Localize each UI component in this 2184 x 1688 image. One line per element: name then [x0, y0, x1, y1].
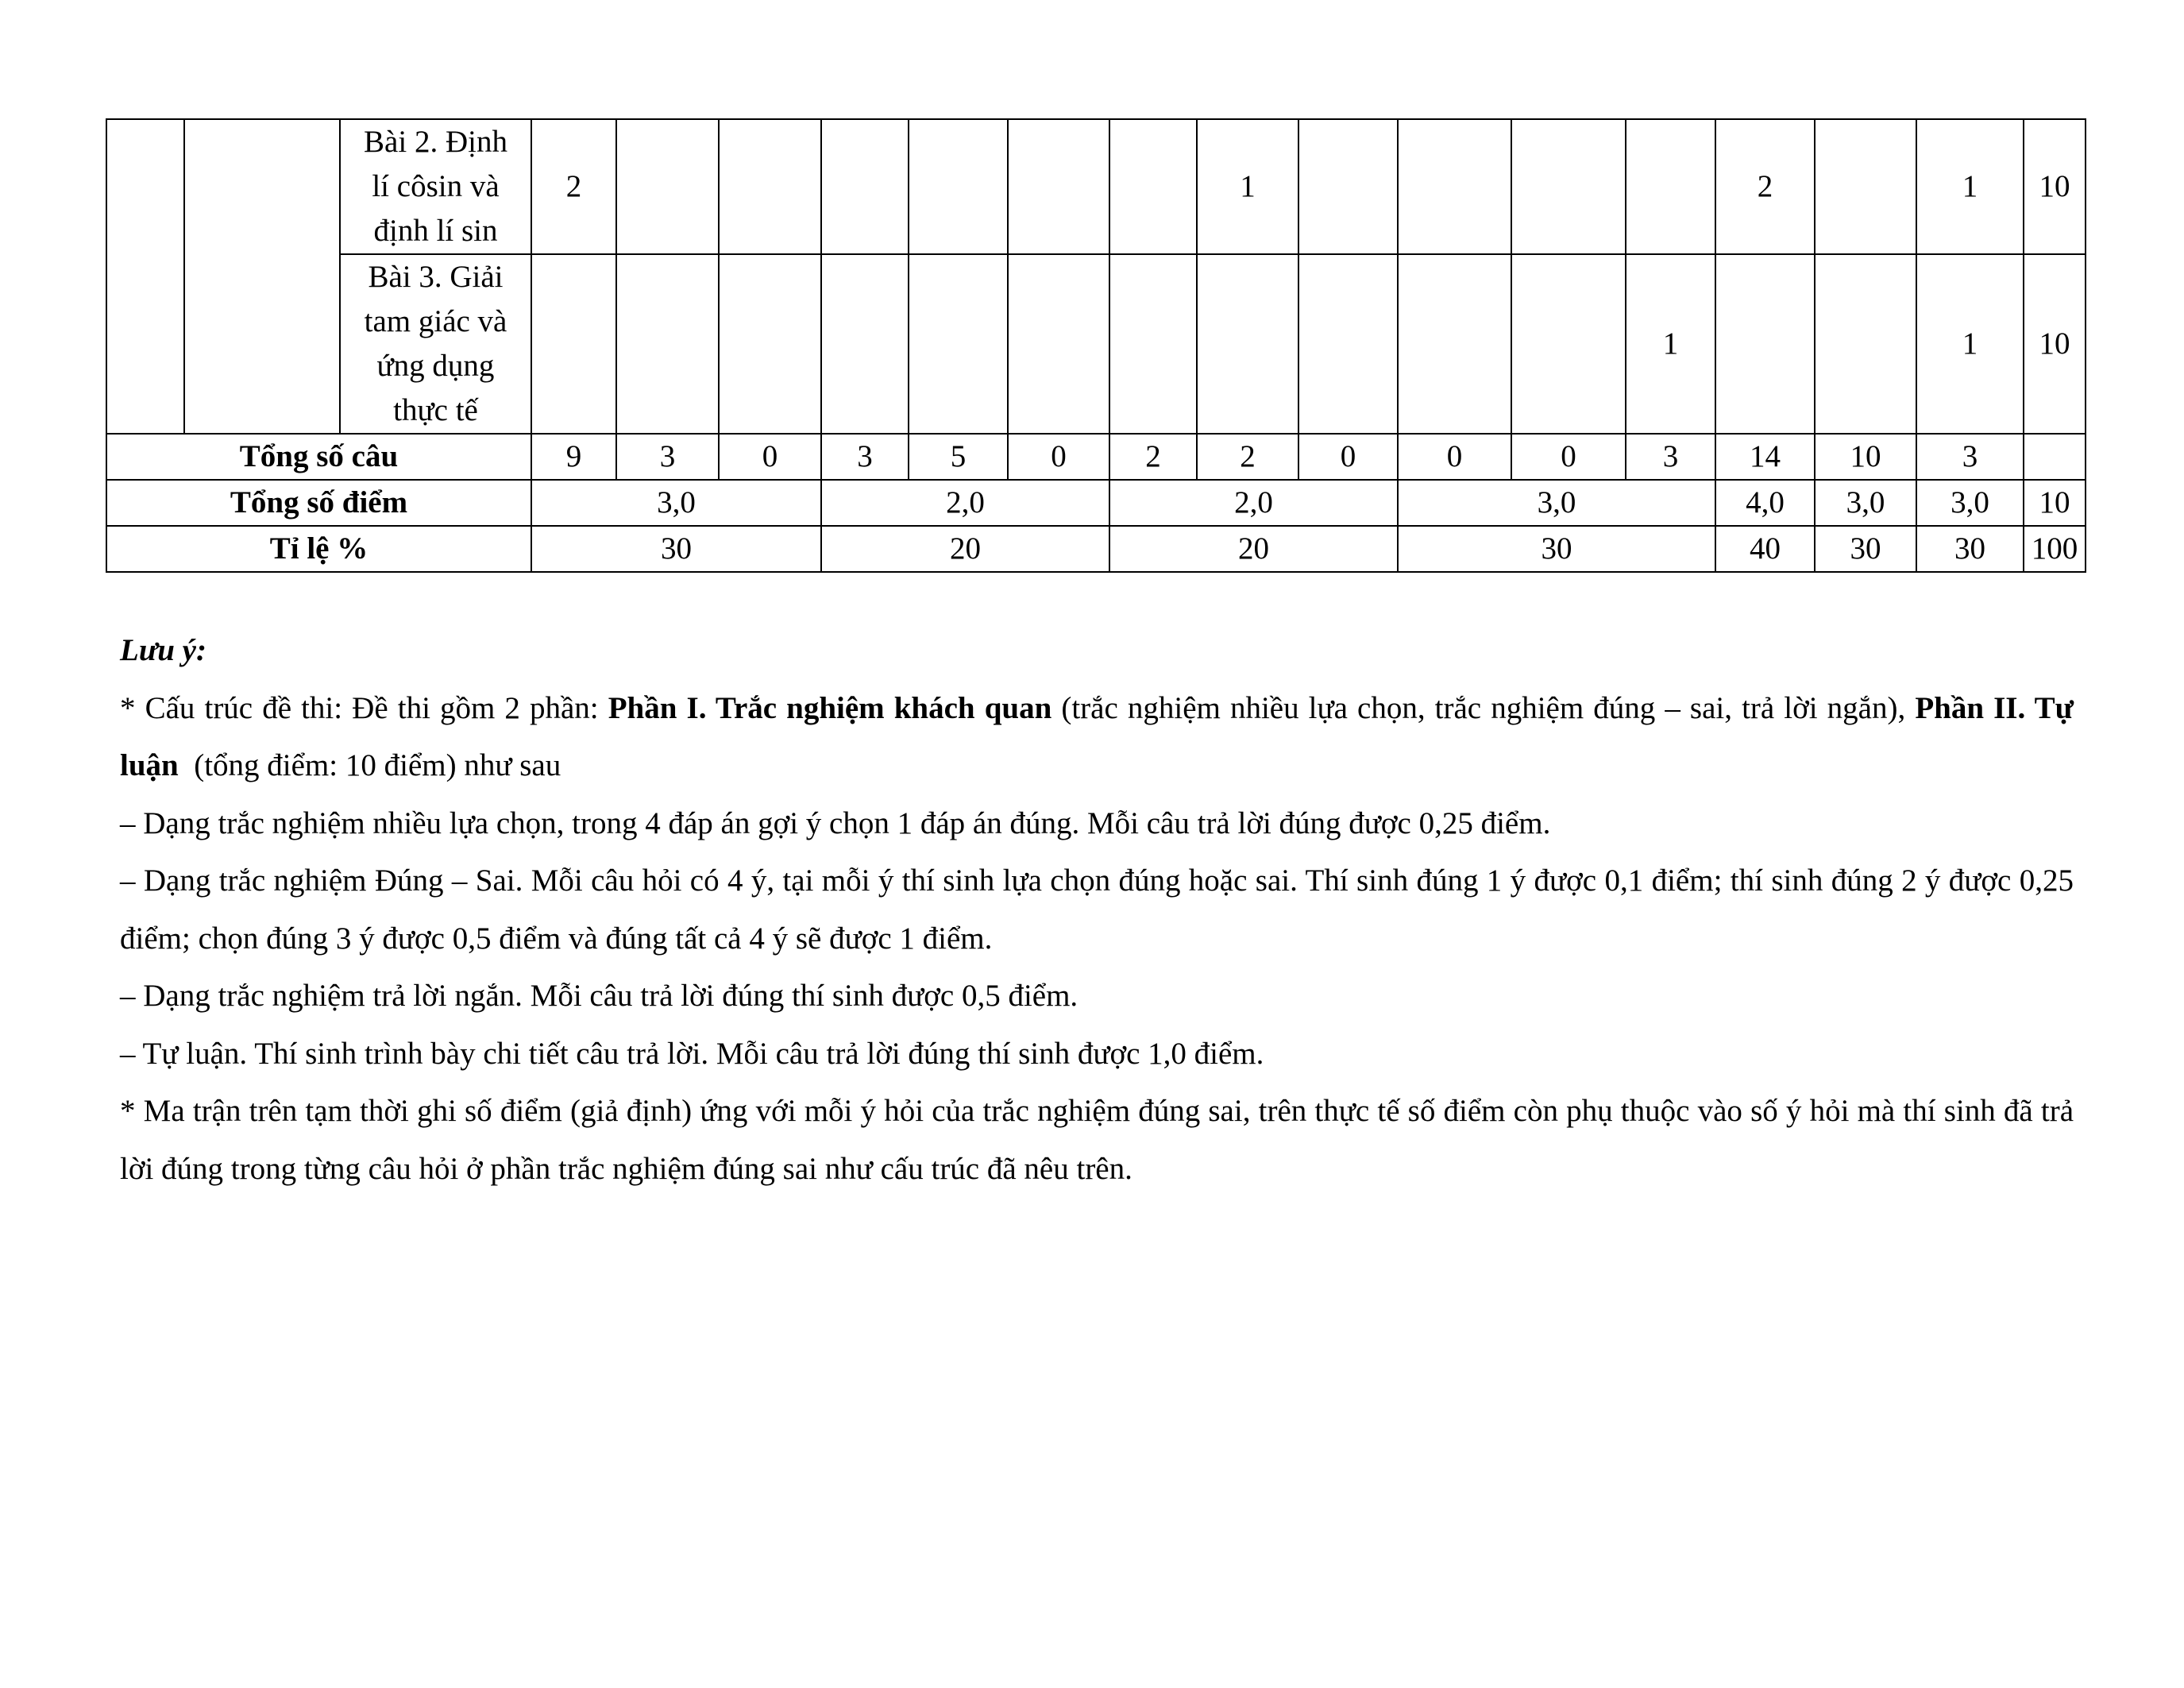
total-cell: 2	[1197, 434, 1298, 480]
total-cell: 0	[1298, 434, 1398, 480]
percent-label: Tỉ lệ %	[106, 526, 531, 572]
total-cell: 9	[531, 434, 616, 480]
notes-line: * Ma trận trên tạm thời ghi số điểm (giả định) ứng với mỗi ý hỏi của trắc nghiệm đúng sai, trên thực tế số điểm còn phụ thuộc vào số ý hỏi mà thí sinh đã trả lời đúng trong từng câu hỏi ở phần trắc nghiệm đúng sai như cấu trúc đã nêu trên.	[120, 1094, 2074, 1186]
notes-structure: * Cấu trúc đề thi: Đề thi gồm 2 phần: Phần I. Trắc nghiệm khách quan (trắc nghiệm nhiều lựa chọn, trắc nghiệm đúng – sai, trả lời ngắn), Phần II. Tự luận (tổng điểm: 10 điểm) như sau	[120, 690, 2074, 782]
lesson-cell: Bài 2. Định lí côsin và định lí sin	[340, 119, 531, 254]
total-cell: 3,0	[1815, 480, 1916, 526]
total-cell: 30	[1398, 526, 1715, 572]
count-cell	[909, 119, 1008, 254]
total-points-row	[106, 480, 2086, 526]
notes-title: Lưu ý:	[120, 633, 206, 667]
count-cell	[821, 254, 909, 434]
count-cell	[1008, 254, 1109, 434]
count-cell	[1109, 254, 1197, 434]
total-cell: 30	[1815, 526, 1916, 572]
count-cell: 1	[1626, 254, 1715, 434]
notes-section	[120, 622, 2074, 1198]
total-cell: 30	[1916, 526, 2024, 572]
count-cell	[616, 119, 719, 254]
total-cell: 3	[821, 434, 909, 480]
lesson-cell: Bài 3. Giải tam giác và ứng dụng thực tế	[340, 254, 531, 434]
total-cell: 20	[821, 526, 1109, 572]
part2-title: Phần II. Tự luận	[120, 690, 2074, 782]
total-cell: 100	[2024, 526, 2086, 572]
count-cell	[616, 254, 719, 434]
count-cell: 10	[2024, 254, 2086, 434]
total-cell: 3	[1626, 434, 1715, 480]
count-cell: 10	[2024, 119, 2086, 254]
count-cell	[1008, 119, 1109, 254]
count-cell	[1511, 119, 1626, 254]
total-cell: 20	[1109, 526, 1398, 572]
total-points-label: Tổng số điểm	[106, 480, 531, 526]
total-cell: 10	[2024, 480, 2086, 526]
total-cell: 3,0	[1916, 480, 2024, 526]
table-row	[106, 119, 2086, 254]
total-cell: 3,0	[531, 480, 821, 526]
exam-matrix-table	[106, 118, 2086, 573]
count-cell	[1298, 254, 1398, 434]
count-cell	[1715, 254, 1815, 434]
count-cell	[1626, 119, 1715, 254]
count-cell: 1	[1916, 119, 2024, 254]
total-cell	[2024, 434, 2086, 480]
count-cell	[1511, 254, 1626, 434]
total-cell: 30	[531, 526, 821, 572]
notes-line: – Dạng trắc nghiệm Đúng – Sai. Mỗi câu hỏi có 4 ý, tại mỗi ý thí sinh lựa chọn đúng hoặc sai. Thí sinh đúng 1 ý được 0,1 điểm; thí sinh đúng 2 ý được 0,25 điểm; chọn đúng 3 ý được 0,5 điểm và đúng tất cả 4 ý sẽ được 1 điểm.	[120, 863, 2074, 956]
total-cell: 0	[1511, 434, 1626, 480]
count-cell	[1815, 119, 1916, 254]
count-cell: 2	[531, 119, 616, 254]
count-cell: 1	[1197, 119, 1298, 254]
total-cell: 2,0	[1109, 480, 1398, 526]
count-cell	[1398, 119, 1511, 254]
table-row	[106, 254, 2086, 434]
total-cell: 2,0	[821, 480, 1109, 526]
count-cell: 2	[1715, 119, 1815, 254]
count-cell	[1398, 254, 1511, 434]
topic-index-cell	[106, 119, 184, 434]
total-cell: 0	[1398, 434, 1511, 480]
count-cell	[821, 119, 909, 254]
total-questions-row	[106, 434, 2086, 480]
notes-line: – Tự luận. Thí sinh trình bày chi tiết câu trả lời. Mỗi câu trả lời đúng thí sinh được 1,0 điểm.	[120, 1036, 1264, 1071]
count-cell: 1	[1916, 254, 2024, 434]
total-cell: 10	[1815, 434, 1916, 480]
total-cell: 3	[616, 434, 719, 480]
total-cell: 2	[1109, 434, 1197, 480]
count-cell	[909, 254, 1008, 434]
topic-name-cell	[184, 119, 340, 434]
total-questions-label: Tổng số câu	[106, 434, 531, 480]
notes-line: – Dạng trắc nghiệm nhiều lựa chọn, trong 4 đáp án gợi ý chọn 1 đáp án đúng. Mỗi câu trả lời đúng được 0,25 điểm.	[120, 805, 1551, 840]
total-cell: 0	[1008, 434, 1109, 480]
total-cell: 40	[1715, 526, 1815, 572]
total-cell: 3,0	[1398, 480, 1715, 526]
count-cell	[1109, 119, 1197, 254]
total-cell: 5	[909, 434, 1008, 480]
total-cell: 3	[1916, 434, 2024, 480]
total-cell: 0	[719, 434, 821, 480]
notes-line: – Dạng trắc nghiệm trả lời ngắn. Mỗi câu trả lời đúng thí sinh được 0,5 điểm.	[120, 979, 1078, 1013]
count-cell	[719, 119, 821, 254]
count-cell	[1197, 254, 1298, 434]
count-cell	[719, 254, 821, 434]
percent-row	[106, 526, 2086, 572]
count-cell	[1298, 119, 1398, 254]
count-cell	[1815, 254, 1916, 434]
total-cell: 4,0	[1715, 480, 1815, 526]
total-cell: 14	[1715, 434, 1815, 480]
part1-title: Phần I. Trắc nghiệm khách quan	[608, 690, 1052, 725]
count-cell	[531, 254, 616, 434]
